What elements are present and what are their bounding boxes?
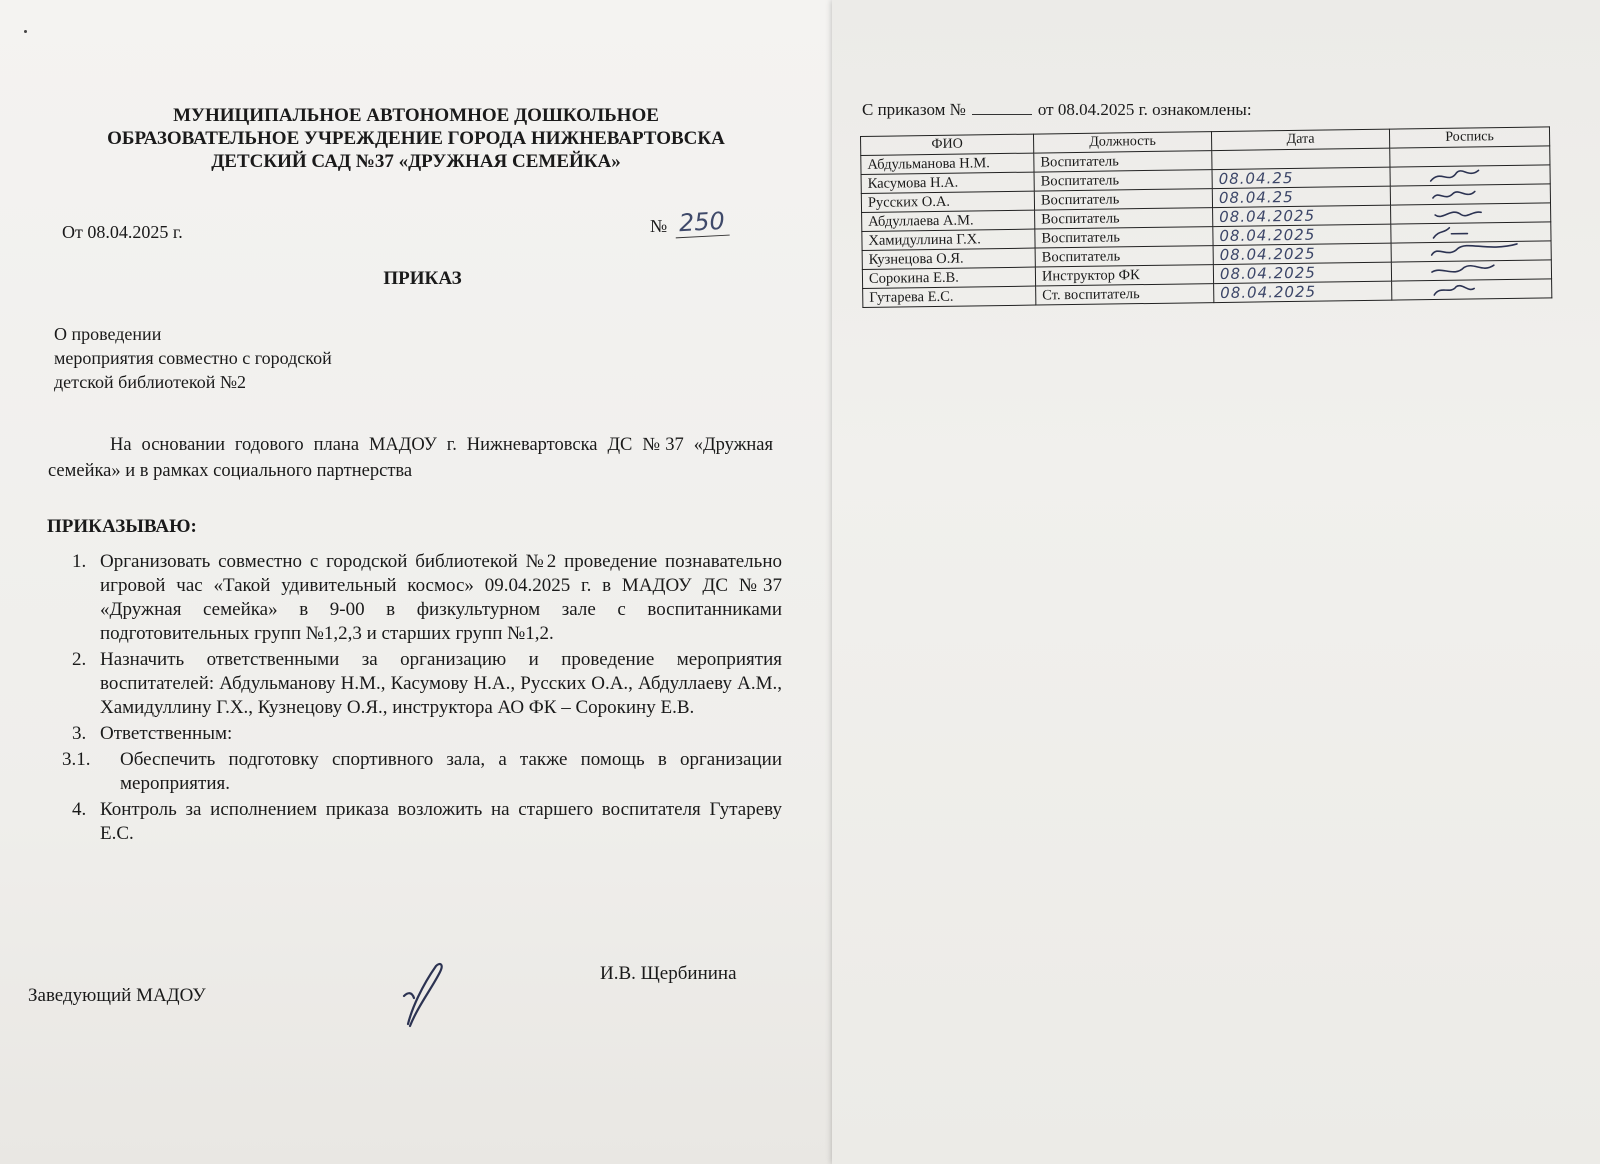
cell-date xyxy=(1212,148,1390,169)
header-fio: ФИО xyxy=(861,134,1034,155)
signer-name: И.В. Щербинина xyxy=(600,963,737,984)
cell-signature xyxy=(1390,165,1550,186)
cell-name: Хамидуллина Г.Х. xyxy=(862,229,1035,250)
subject-line: мероприятия совместно с городской xyxy=(54,348,332,368)
org-line: МУНИЦИПАЛЬНОЕ АВТОНОМНОЕ ДОШКОЛЬНОЕ xyxy=(173,105,659,126)
cell-name: Касумова Н.А. xyxy=(861,172,1034,193)
handwritten-signature xyxy=(1398,280,1518,300)
cell-signature xyxy=(1391,203,1551,224)
header-position: Должность xyxy=(1033,132,1211,153)
order-number-label: № xyxy=(650,216,668,236)
subject-line: О проведении xyxy=(54,324,162,344)
table-body xyxy=(861,146,1552,308)
item-text: Контроль за исполнением приказа возложить на старшего воспитателя Гутареву Е.С. xyxy=(100,799,782,844)
acknowledgement-line xyxy=(862,100,1252,120)
order-item xyxy=(62,550,782,646)
acknowledgement-table xyxy=(860,126,1552,308)
handwritten-signature xyxy=(1398,242,1518,262)
order-item xyxy=(62,648,782,720)
cell-date: 08.04.2025 xyxy=(1213,205,1391,226)
cell-date: 08.04.25 xyxy=(1212,186,1390,207)
cell-signature xyxy=(1391,222,1551,243)
handwritten-signature xyxy=(1397,185,1517,205)
cell-date: 08.04.2025 xyxy=(1214,281,1392,302)
cell-signature xyxy=(1390,184,1550,205)
item-text: Назначить ответственными за организацию и проведение мероприятия воспитателей: Абдульманову Н.М., Касумову Н.А., Русских О.А., Абдуллаеву А.М., Хамидуллину Г.Х., Кузнецову О.Я., инструктора АО ФК – Сорокину Е.В. xyxy=(100,649,782,718)
organization-header xyxy=(60,104,772,173)
cell-signature xyxy=(1391,260,1551,281)
cell-name: Русских О.А. xyxy=(861,191,1034,212)
handwritten-signature xyxy=(1397,204,1517,224)
cell-position: Воспитатель xyxy=(1034,189,1212,210)
order-date: От 08.04.2025 г. xyxy=(62,222,183,242)
handwritten-signature xyxy=(1397,223,1517,243)
director-signature xyxy=(400,958,460,1030)
item-text: Организовать совместно с городской библиотекой №2 проведение познавательно игровой час «Такой удивительный космос» 09.04.2025 г. в МАДОУ ДС №37 «Дружная семейка» в 9-00 в физкультурном зале с воспитанниками подготовительных групп №1,2,3 и старших групп №1,2. xyxy=(100,551,782,644)
cell-position: Воспитатель xyxy=(1035,246,1213,267)
cell-signature xyxy=(1390,146,1550,167)
cell-name: Сорокина Е.В. xyxy=(862,267,1035,288)
handwritten-signature xyxy=(1398,261,1518,281)
ack-number-blank xyxy=(972,114,1032,115)
ack-line-start: С приказом № xyxy=(862,100,966,119)
cell-name: Гутарева Е.С. xyxy=(863,286,1036,307)
cell-position: Инструктор ФК xyxy=(1035,265,1213,286)
document-title: ПРИКАЗ xyxy=(383,268,462,289)
item-number: 2. xyxy=(72,649,87,670)
cell-date: 08.04.2025 xyxy=(1213,262,1391,283)
handwritten-signature xyxy=(1396,166,1516,186)
org-line: ОБРАЗОВАТЕЛЬНОЕ УЧРЕЖДЕНИЕ ГОРОДА НИЖНЕВАРТОВСКА xyxy=(107,128,725,149)
item-number: 3. xyxy=(72,723,87,744)
cell-position: Воспитатель xyxy=(1034,170,1212,191)
header-signature: Роспись xyxy=(1389,127,1549,148)
cell-name: Кузнецова О.Я. xyxy=(862,248,1035,269)
cell-date: 08.04.25 xyxy=(1212,167,1390,188)
item-number: 3.1. xyxy=(62,749,91,770)
order-subject xyxy=(54,322,332,394)
order-number-handwritten: 250 xyxy=(674,207,729,239)
subject-line: детской библиотекой №2 xyxy=(54,372,247,392)
cell-name: Абдуллаева А.М. xyxy=(862,210,1035,231)
paper-speck xyxy=(24,30,27,33)
order-item xyxy=(62,722,782,746)
item-text: Обеспечить подготовку спортивного зала, а также помощь в организации мероприятия. xyxy=(120,749,782,794)
cell-position: Воспитатель xyxy=(1035,208,1213,229)
cell-signature xyxy=(1392,279,1552,300)
cell-position: Воспитатель xyxy=(1035,227,1213,248)
cell-date: 08.04.2025 xyxy=(1213,243,1391,264)
cell-date: 08.04.2025 xyxy=(1213,224,1391,245)
item-text: Ответственным: xyxy=(100,723,233,744)
cell-position: Воспитатель xyxy=(1034,151,1212,172)
cell-signature xyxy=(1391,241,1551,262)
signer-role: Заведующий МАДОУ xyxy=(28,985,206,1006)
order-subitem xyxy=(62,748,782,796)
org-line: ДЕТСКИЙ САД №37 «ДРУЖНАЯ СЕМЕЙКА» xyxy=(211,151,621,172)
cell-position: Ст. воспитатель xyxy=(1036,284,1214,305)
item-number: 1. xyxy=(72,551,87,572)
order-directive-heading: ПРИКАЗЫВАЮ: xyxy=(47,516,197,537)
ack-line-end: от 08.04.2025 г. ознакомлены: xyxy=(1037,100,1252,119)
cell-name: Абдульманова Н.М. xyxy=(861,153,1034,174)
order-item xyxy=(62,798,782,846)
order-basis: На основании годового плана МАДОУ г. Нижневартовска ДС №37 «Дружная семейка» и в рамках социального партнерства xyxy=(48,435,773,481)
header-date: Дата xyxy=(1211,129,1389,150)
item-number: 4. xyxy=(72,799,87,820)
order-items xyxy=(62,550,782,848)
